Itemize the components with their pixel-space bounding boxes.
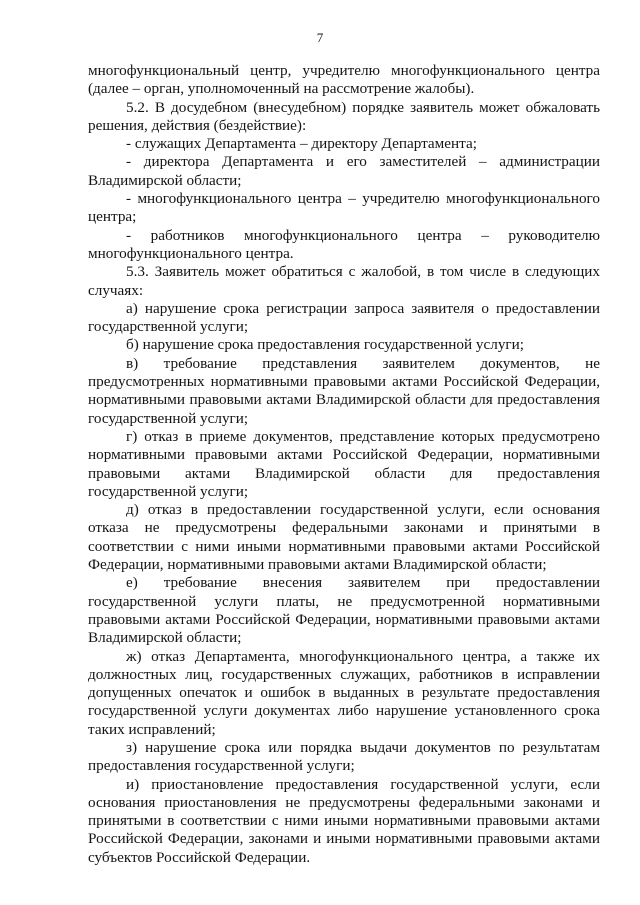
list-item-department-director: - директора Департамента и его заместителей – администрации Владимирской области; <box>88 153 600 189</box>
list-item-z: з) нарушение срока или порядка выдачи документов по результатам предоставления государственной услуги; <box>88 738 600 775</box>
list-item-department-staff: - служащих Департамента – директору Департамента; <box>126 135 477 153</box>
list-item-mfc-workers: - работников многофункционального центра – руководителю многофункционального центра. <box>88 226 600 262</box>
list-item-e: е) требование внесения заявителем при предоставлении государственной услуги платы, не предусмотренной нормативными правовыми актами Российской Федерации, нормативными правовыми актами Владимирской области; <box>88 574 600 647</box>
document-body <box>88 62 600 867</box>
list-item-v: в) требование представления заявителем документов, не предусмотренных нормативными правовыми актами Российской Федерации, нормативными правовыми актами Владимирской области для предоставления государственной услуги; <box>88 354 600 427</box>
paragraph-5-3: 5.3. Заявитель может обратиться с жалобой, в том числе в следующих случаях: <box>88 263 600 299</box>
paragraph-intro-continuation: многофункциональный центр, учредителю многофункционального центра (далее – орган, уполномоченный на рассмотрение жалобы). <box>88 62 600 98</box>
list-item-d: д) отказ в предоставлении государственной услуги, если основания отказа не предусмотрены федеральными законами и принятыми в соответствии с ними иными нормативными правовыми актами Российской Федерации, нормативными правовыми актами Владимирской области; <box>88 501 600 574</box>
list-item-b: б) нарушение срока предоставления государственной услуги; <box>126 336 524 354</box>
list-item-mfc: - многофункционального центра – учредителю многофункционального центра; <box>88 190 600 226</box>
list-item-g: г) отказ в приеме документов, представление которых предусмотрено нормативными правовыми актами Российской Федерации, нормативными правовыми актами Владимирской области для предоставления государственной услуги; <box>88 427 600 500</box>
paragraph-5-2: 5.2. В досудебном (внесудебном) порядке заявитель может обжаловать решения, действия (бездействие): <box>88 98 600 134</box>
list-item-i: и) приостановление предоставления государственной услуги, если основания приостановления не предусмотрены федеральными законами и принятыми в соответствии с ними иными нормативными правовыми актами Российской Федерации, законами и иными нормативными правовыми актами субъектов Российской Федерации. <box>88 775 600 866</box>
list-item-zh: ж) отказ Департамента, многофункционального центра, а также их должностных лиц, государственных служащих, работников в исправлении допущенных опечаток и ошибок в выданных в результате предоставления государственной услуги документах либо нарушение установленного срока таких исправлений; <box>88 647 600 738</box>
list-item-a: а) нарушение срока регистрации запроса заявителя о предоставлении государственной услуги; <box>88 299 600 336</box>
page-number: 7 <box>316 30 324 45</box>
